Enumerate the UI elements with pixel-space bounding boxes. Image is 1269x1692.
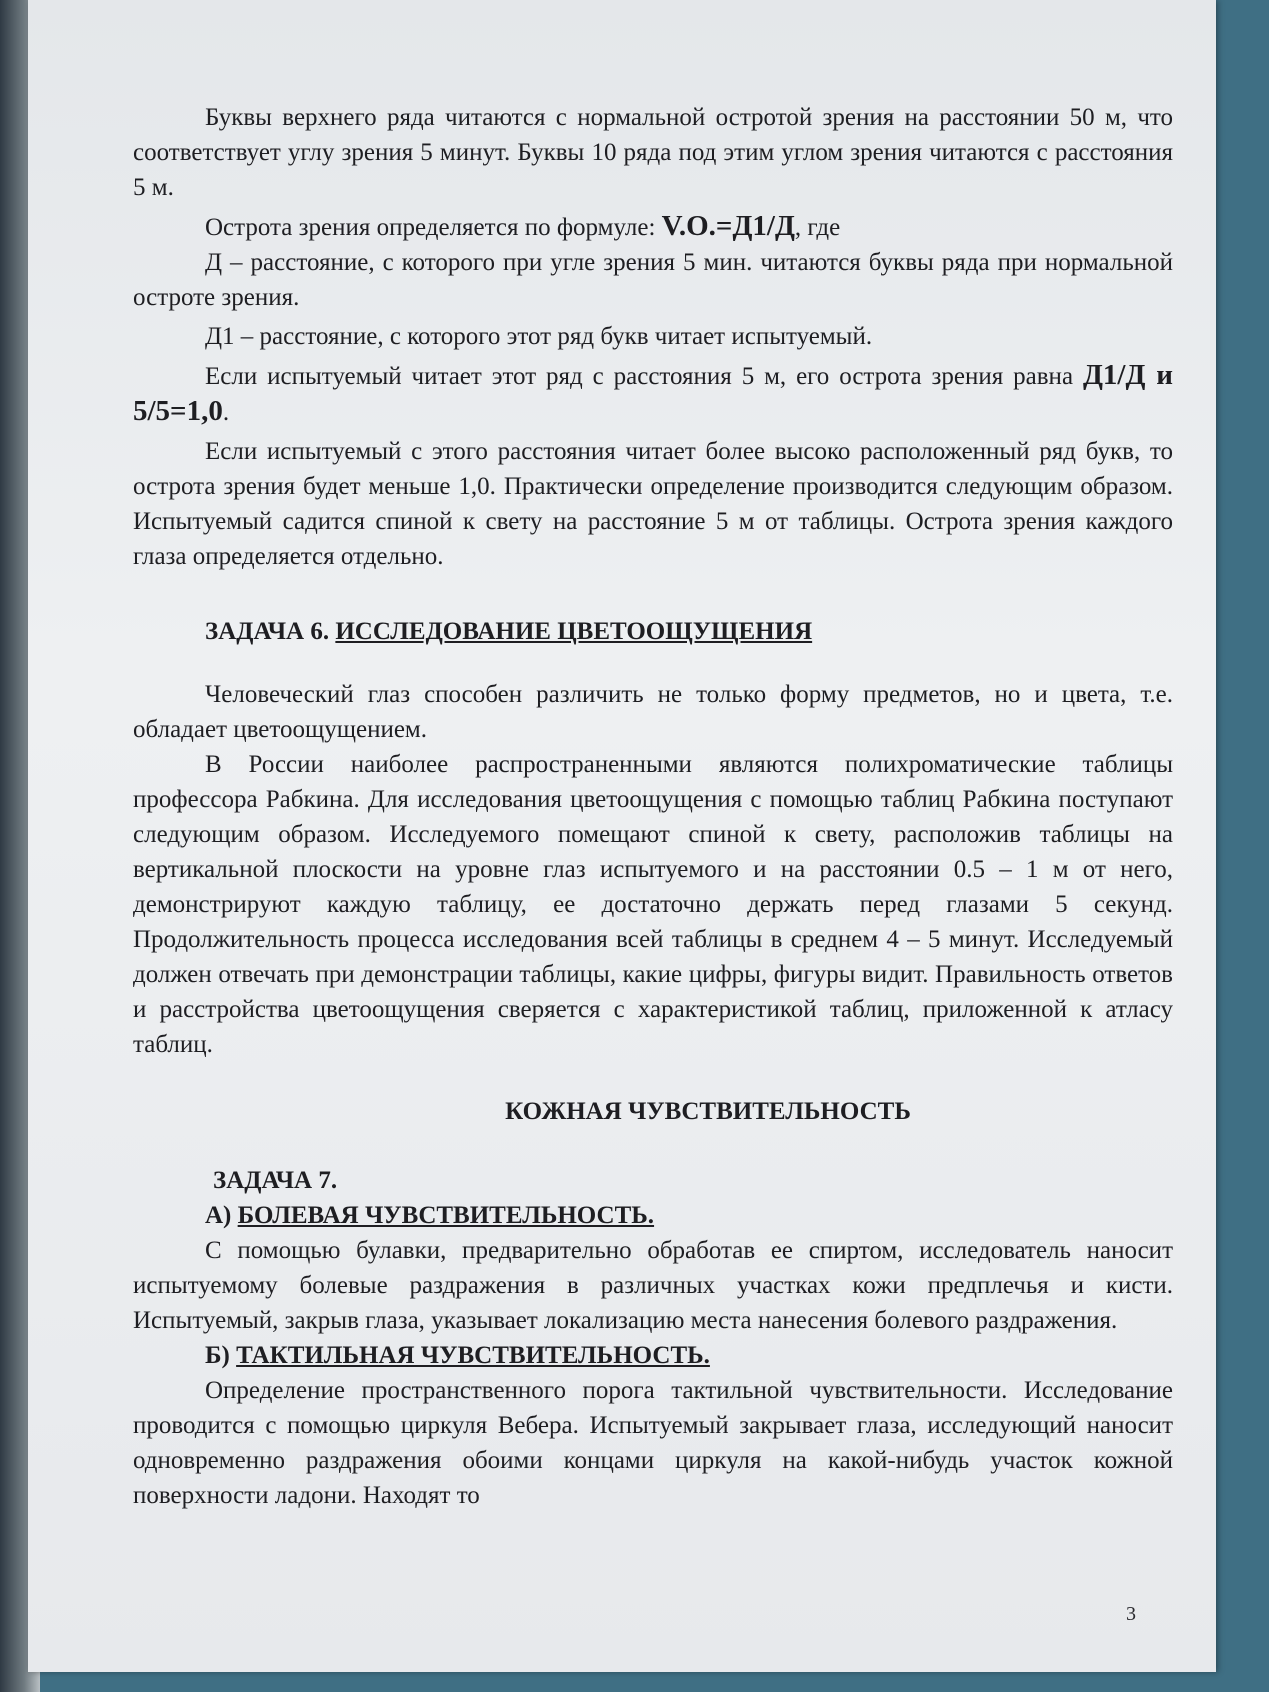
acuity-formula: V.O.=Д1/Д (661, 210, 795, 242)
task6-title: ИССЛЕДОВАНИЕ ЦВЕТООЩУЩЕНИЯ (335, 618, 813, 645)
formula-tail-text: , где (794, 214, 841, 241)
paragraph-definition-d1: Д1 – расстояние, с которого этот ряд букв читает испытуемый. (205, 323, 873, 350)
page-content (133, 100, 1173, 1513)
example-text: Если испытуемый читает этот ряд с расстояния 5 м, его острота зрения равна (205, 363, 1083, 390)
page-number: 3 (1126, 1603, 1136, 1625)
task7-a-paragraph: С помощью булавки, предварительно обработав ее спиртом, исследователь наносит испытуемому болевые раздражения в различных участках кожи предплечья и кисти. Испытуемый, закрыв глаза, указывает локализацию места нанесения болевого раздражения. (133, 1237, 1173, 1334)
paragraph-definition-d: Д – расстояние, с которого при угле зрения 5 мин. читаются буквы ряда при нормальной остроте зрения. (133, 249, 1173, 311)
document-page (28, 0, 1216, 1672)
task7-b-title: ТАКТИЛЬНАЯ ЧУВСТВИТЕЛЬНОСТЬ. (236, 1342, 710, 1369)
task6-paragraph-2: В России наиболее распространенными являются полихроматические таблицы профессора Рабкина. Для исследования цветоощущения с помощью таблиц Рабкина поступают следующим образом. Исследуемого помещают спиной к свету, расположив таблицы на вертикальной плоскости на уровне глаз испытуемого и на расстоянии 0.5 – 1 м от него, демонстрируют каждую таблицу, ее достаточно держать перед глазами 5 секунд. Продолжительность процесса исследования всей таблицы в среднем 4 – 5 минут. Исследуемый должен отвечать при демонстрации таблицы, какие цифры, фигуры видит. Правильность ответов и расстройства цветоощущения сверяется с характеристикой таблиц, приложенной к атласу таблиц. (133, 751, 1173, 1058)
task7-a-prefix: А) (205, 1202, 238, 1229)
task6-heading (205, 614, 1173, 649)
task6-label: ЗАДАЧА 6. (205, 618, 336, 645)
section-title: КОЖНАЯ ЧУВСТВИТЕЛЬНОСТЬ (505, 1098, 911, 1125)
task7-b-prefix: Б) (205, 1342, 237, 1369)
task7-a-title: БОЛЕВАЯ ЧУВСТВИТЕЛЬНОСТЬ. (237, 1202, 655, 1229)
task7-b-paragraph: Определение пространственного порога тактильной чувствительности. Исследование проводится с помощью циркуля Вебера. Испытуемый закрывает глаза, исследующий наносит одновременно раздражения обоими концами циркуля на какой-нибудь участок кожной поверхности ладони. Находят то (133, 1377, 1173, 1509)
example-tail: . (222, 399, 230, 426)
paragraph-formula (133, 209, 1173, 245)
paragraph-procedure: Если испытуемый с этого расстояния читает более высоко расположенный ряд букв, то острота зрения будет меньше 1,0. Практически определение производится следующим образом. Испытуемый садится спиной к свету на расстояние 5 м от таблицы. Острота зрения каждого глаза определяется отдельно. (133, 438, 1173, 570)
task7-a-heading (205, 1198, 1173, 1233)
task6-paragraph-1: Человеческий глаз способен различить не только форму предметов, но и цвета, т.е. обладает цветоощущением. (133, 681, 1173, 743)
example-formula: Д1/Д и 5/5=1,0 (133, 359, 1174, 427)
task7-heading: ЗАДАЧА 7. (213, 1167, 338, 1194)
formula-intro-text: Острота зрения определяется по формуле: (205, 214, 662, 241)
paragraph-acuity-example (133, 358, 1173, 430)
paragraph-top-rows: Буквы верхнего ряда читаются с нормальной остротой зрения на расстоянии 50 м, что соответствует углу зрения 5 минут. Буквы 10 ряда под этим углом зрения читаются с расстояния 5 м. (133, 104, 1173, 201)
task7-b-heading (205, 1338, 1173, 1373)
